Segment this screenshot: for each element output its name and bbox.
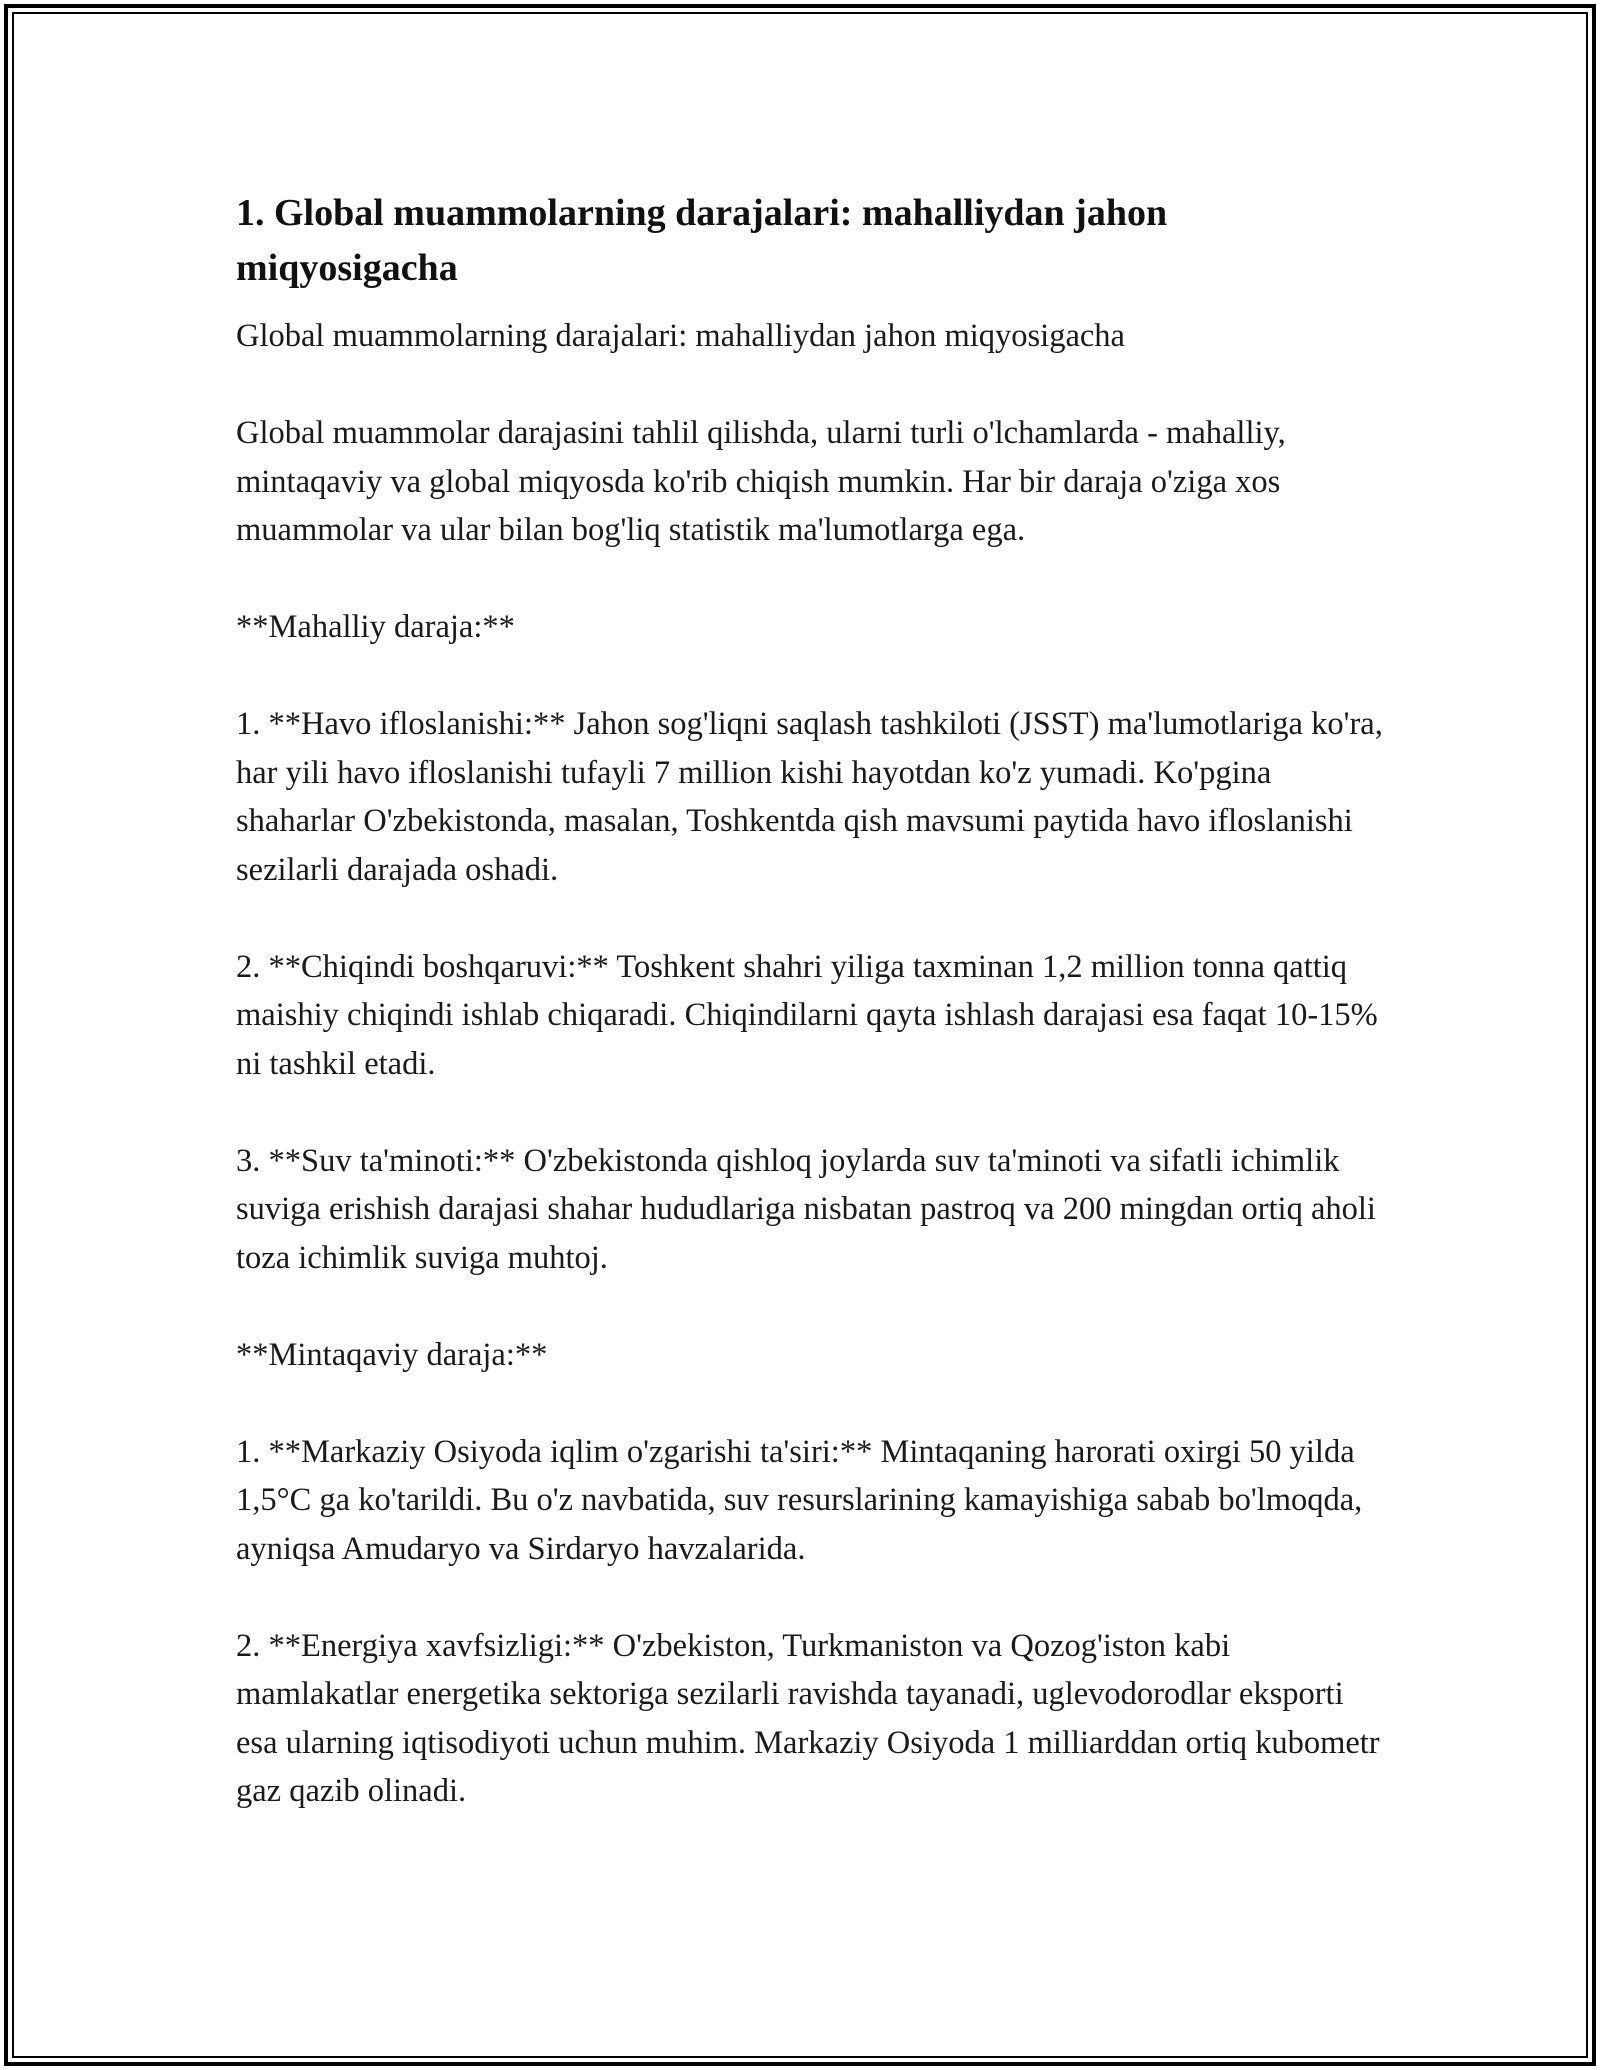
- local-item-air-pollution: 1. **Havo ifloslanishi:** Jahon sog'liqni saqlash tashkiloti (JSST) ma'lumotlariga ko'ra, har yili havo ifloslanishi tufayli 7 million kishi hayotdan ko'z yumadi. Ko'pgina shaharlar O'zbekistonda, masalan, Toshkentda qish mavsumi paytida havo ifloslanishi sezilarli darajada oshadi.: [236, 706, 1383, 888]
- intro-paragraph: Global muammolar darajasini tahlil qilishda, ularni turli o'lchamlarda - mahalliy, mintaqaviy va global miqyosda ko'rib chiqish mumkin. Har bir daraja o'ziga xos muammolar va ular bilan bog'liq statistik ma'lumotlarga ega.: [236, 415, 1286, 548]
- document-body: [236, 186, 1386, 1864]
- document-title: 1. Global muammolarning darajalari: mahalliydan jahon miqyosigacha: [236, 192, 1168, 289]
- subtitle-paragraph: Global muammolarning darajalari: mahalliydan jahon miqyosigacha: [236, 318, 1125, 354]
- section-heading-regional: **Mintaqaviy daraja:**: [236, 1336, 548, 1373]
- local-item-water-supply: 3. **Suv ta'minoti:** O'zbekistonda qishloq joylarda suv ta'minoti va sifatli ichimlik suviga erishish darajasi shahar hududlariga nisbatan pastroq va 200 mingdan ortiq aholi toza ichimlik suviga muhtoj.: [236, 1142, 1376, 1276]
- local-item-waste-management: 2. **Chiqindi boshqaruvi:** Toshkent shahri yiliga taxminan 1,2 million tonna qattiq maishiy chiqindi ishlab chiqaradi. Chiqindilarni qayta ishlash darajasi esa faqat 10-15% ni tashkil etadi.: [236, 948, 1378, 1082]
- section-heading-local: **Mahalliy daraja:**: [236, 609, 515, 645]
- regional-item-climate-change: 1. **Markaziy Osiyoda iqlim o'zgarishi ta'siri:** Mintaqaning harorati oxirgi 50 yilda 1,5°C ga ko'tarildi. Bu o'z navbatida, suv resurslarining kamayishiga sabab bo'lmoqda, ayniqsa Amudaryo va Sirdaryo havzalarida.: [236, 1433, 1363, 1567]
- regional-item-energy-security: 2. **Energiya xavfsizligi:** O'zbekiston, Turkmaniston va Qozog'iston kabi mamlakatlar energetika sektoriga sezilarli ravishda tayanadi, uglevodorodlar eksporti esa ularning iqtisodiyoti uchun muhim. Markaziy Osiyoda 1 milliarddan ortiq kubometr gaz qazib olinadi.: [236, 1627, 1380, 1809]
